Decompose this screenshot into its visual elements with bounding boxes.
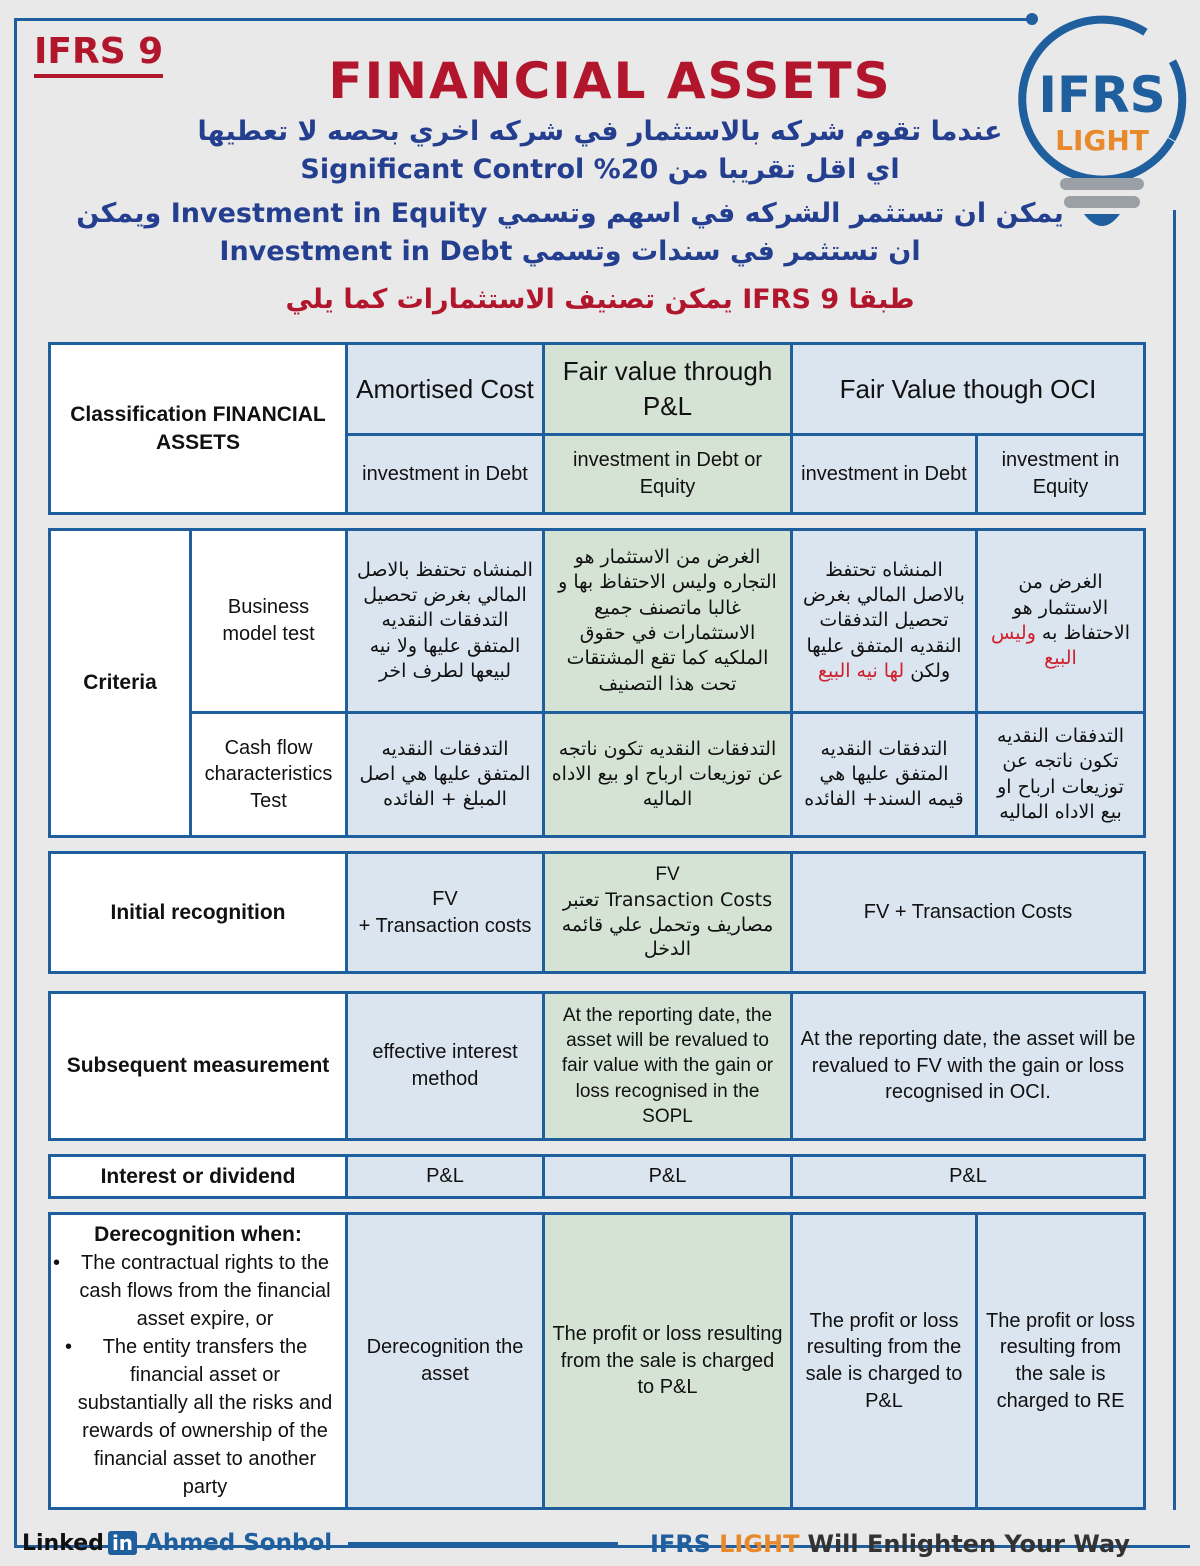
interest-oci: P&L: [793, 1157, 1143, 1196]
interest-dividend-table: [48, 1154, 1146, 1199]
intro-line-3: يمكن ان تستثمر الشركه في اسهم وتسمي Investment in Equity ويمكن: [76, 198, 1064, 229]
derecognition-oci-debt: The profit or loss resulting from the sale is charged to P&L: [793, 1215, 975, 1507]
footer: [0, 1528, 1200, 1562]
business-oci-equity: الغرض من الاستثمار هو الاحتفاظ به وليس البيع: [978, 531, 1143, 711]
frame-right-line: [1173, 210, 1176, 1510]
intro-line-2: اي اقل تقريبا من 20% Significant Control: [300, 154, 900, 185]
fvoci-equity-header: investment in Equity: [978, 436, 1143, 512]
classification-label: Classification FINANCIAL ASSETS: [51, 345, 345, 512]
tagline-text: Will Enlighten Your Way: [807, 1530, 1131, 1558]
logo-bottom-text: LIGHT: [1055, 124, 1149, 157]
frame-top-line: [14, 18, 1030, 21]
subsequent-label: Subsequent measurement: [51, 994, 345, 1138]
amortised-cost-header: Amortised Cost: [348, 345, 542, 433]
fvoci-header: Fair Value though OCI: [793, 345, 1143, 433]
linkedin-icon: in: [108, 1531, 137, 1555]
ifrs9-badge: IFRS 9: [34, 30, 163, 78]
interest-fvpl: P&L: [545, 1157, 790, 1196]
derecognition-point-1: • The contractual rights to the cash flows from the financial asset expire, or: [53, 1251, 331, 1330]
subsequent-fvpl: At the reporting date, the asset will be revalued to fair value with the gain or loss recognised in the SOPL: [545, 994, 790, 1138]
classification-header-table: [48, 342, 1146, 515]
derecognition-point-2: • The entity transfers the financial asset or substantially all the risks and rewards of ownership of the financial asset to another party: [65, 1335, 333, 1498]
business-oci-debt: المنشاه تحتفظ بالاصل المالي بغرض تحصيل التدفقات النقديه المتفق عليها ولكن لها نيه البيع: [793, 531, 975, 711]
initial-oci: FV + Transaction Costs: [793, 854, 1143, 971]
ifrs-light-logo: [1012, 10, 1192, 240]
business-amortised: المنشاه تحتفظ بالاصل المالي بغرض تحصيل التدفقات النقديه المتفق عليها ولا نيه لبيعها لطرف اخر: [348, 531, 542, 711]
logo-top-text: IFRS: [1038, 66, 1166, 124]
criteria-table: [48, 528, 1146, 838]
derecognition-oci-equity: The profit or loss resulting from the sale is charged to RE: [978, 1215, 1143, 1507]
derecognition-heading: Derecognition when:: [94, 1223, 302, 1247]
fvpl-sub-header: investment in Debt or Equity: [545, 436, 790, 512]
initial-fvpl: FV Transaction Costs تعتبر مصاريف وتحمل علي قائمه الدخل: [545, 854, 790, 971]
amortised-sub-header: investment in Debt: [348, 436, 542, 512]
cashflow-test-label: Cash flow characteristics Test: [192, 714, 345, 835]
intro-line-4: ان تستثمر في سندات وتسمي Investment in Debt: [219, 236, 921, 267]
interest-amortised: P&L: [348, 1157, 542, 1196]
cashflow-oci-equity: التدفقات النقديه تكون ناتجه عن توزيعات ارباح او بيع الاداه الماليه: [978, 714, 1143, 835]
author-name: Ahmed Sonbol: [145, 1530, 333, 1556]
interest-label: Interest or dividend: [51, 1157, 345, 1196]
criteria-label: Criteria: [51, 531, 189, 835]
cashflow-oci-debt: التدفقات النقديه المتفق عليها هي قيمه السند+ الفائده: [793, 714, 975, 835]
page-title: FINANCIAL ASSETS: [328, 52, 892, 110]
business-model-label: Business model test: [192, 531, 345, 711]
brand-light: LIGHT: [719, 1530, 800, 1558]
derecognition-amortised: Derecognition the asset: [348, 1215, 542, 1507]
initial-recognition-table: [48, 851, 1146, 974]
fvoci-debt-header: investment in Debt: [793, 436, 975, 512]
cashflow-fvpl: التدفقات النقديه تكون ناتجه عن توزيعات ارباح او بيع الاداه الماليه: [545, 714, 790, 835]
linkedin-author: [22, 1530, 332, 1556]
subsequent-measurement-table: [48, 991, 1146, 1141]
linkedin-text: Linked: [22, 1530, 104, 1556]
cashflow-amortised: التدفقات النقديه المتفق عليها هي اصل المبلغ + الفائده: [348, 714, 542, 835]
business-fvpl: الغرض من الاستثمار هو التجاره وليس الاحتفاظ بها و غالبا ماتصنف جميع الاستثمارات في حقوق الملكيه كما تقع المشتقات تحت هذا التصنيف: [545, 531, 790, 711]
subsequent-amortised: effective interest method: [348, 994, 542, 1138]
derecognition-fvpl: The profit or loss resulting from the sale is charged to P&L: [545, 1215, 790, 1507]
initial-amortised: FV + Transaction costs: [348, 854, 542, 971]
fvpl-header: Fair value through P&L: [545, 345, 790, 433]
subsequent-oci: At the reporting date, the asset will be revalued to FV with the gain or loss recognised in OCI.: [793, 994, 1143, 1138]
footer-tagline: [650, 1530, 1130, 1558]
brand-ifrs: IFRS: [650, 1530, 712, 1558]
derecognition-conditions: [51, 1215, 345, 1507]
footer-divider: [348, 1542, 618, 1545]
intro-line-1: عندما تقوم شركه بالاستثمار في شركه اخري بحصه لا تعطيها: [197, 116, 1003, 147]
lightbulb-icon: [1012, 10, 1192, 240]
initial-recognition-label: Initial recognition: [51, 854, 345, 971]
intro-line-5: طبقا IFRS 9 يمكن تصنيف الاستثمارات كما يلي: [285, 284, 915, 315]
derecognition-table: [48, 1212, 1146, 1510]
